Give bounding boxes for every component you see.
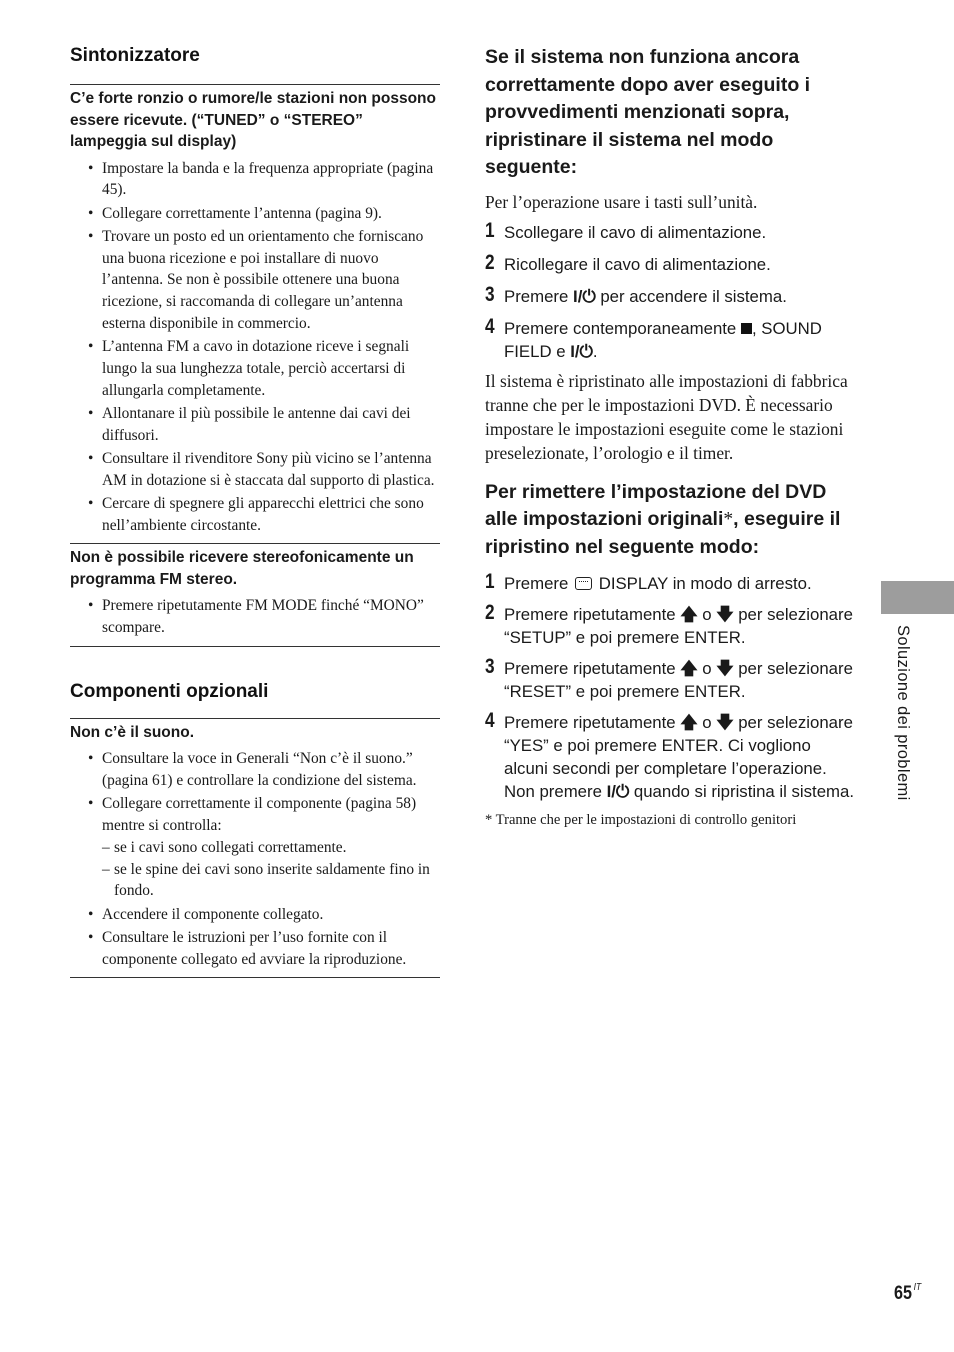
reset-step-4 xyxy=(485,314,855,363)
footnote: * Tranne che per le impostazioni di controllo genitori xyxy=(485,812,797,828)
step-text: Premere contemporaneamente xyxy=(504,318,737,338)
list-item: • Consultare il rivenditore Sony più vicino se l’antenna AM in dotazione si è staccata dal supporto di plastica. xyxy=(70,448,440,492)
title-text: Per rimettere l’impostazione del DVD alle impostazioni originali xyxy=(485,480,827,530)
power-icon: I/⏻ xyxy=(573,286,596,306)
section-tab-marker xyxy=(881,581,954,614)
dvd-step-1 xyxy=(485,572,855,595)
list-item: • Accendere il componente collegato. xyxy=(70,904,440,926)
dvd-step-2 xyxy=(485,603,855,649)
step-number: 4 xyxy=(485,709,495,732)
step-number: 1 xyxy=(485,218,495,242)
power-icon: I/⏻ xyxy=(606,782,630,801)
step-number: 2 xyxy=(485,250,495,274)
tuner-problem-heading-1: C’e forte ronzio o rumore/le stazioni non possono essere ricevute. (“TUNED” o “STEREO” lampeggia sul display) xyxy=(70,90,436,150)
reset-intro: Per l’operazione usare i tasti sull’unità. xyxy=(485,191,758,212)
tuner-section-title: Sintonizzatore xyxy=(70,45,200,66)
list-item: • Impostare la banda e la frequenza appropriate (pagina 45). xyxy=(70,158,440,202)
reset-step-2 xyxy=(485,250,855,276)
section-tab-label: Soluzione dei problemi xyxy=(894,625,912,801)
step-text: o xyxy=(702,605,712,624)
dvd-step-4 xyxy=(485,711,855,803)
tuner-problem-heading-2: Non è possibile ricevere stereofonicamente un programma FM stereo. xyxy=(70,549,414,588)
dvd-step-3 xyxy=(485,657,855,703)
list-item: • Trovare un posto ed un orientamento che forniscano una buona ricezione e poi installare di nuovo l’antenna. Se non è possibile ottenere una buona ricezione, si raccomanda di collegare un’antenna esterna disponibile in commercio. xyxy=(70,226,440,335)
step-text: per selezionare “RESET” e poi premere ENTER. xyxy=(504,659,853,701)
arrow-down-icon: 🡇 xyxy=(716,605,734,624)
power-icon: I/⏻ xyxy=(570,341,593,361)
step-text: Premere xyxy=(504,286,569,306)
step-text: . xyxy=(592,341,598,361)
step-text: quando si ripristina il sistema. xyxy=(633,782,855,801)
page-number-value: 65 xyxy=(894,1283,912,1304)
footnote-marker: * xyxy=(723,509,734,530)
step-text: o xyxy=(702,713,712,732)
tuner-solution-list-1 xyxy=(70,158,440,538)
step-text: o xyxy=(702,659,712,678)
list-item: • Collegare correttamente il componente (pagina 58) mentre si controlla: xyxy=(70,793,440,837)
step-number: 1 xyxy=(485,570,495,593)
step-text: Premere ripetutamente xyxy=(504,659,676,678)
reset-step-3 xyxy=(485,282,855,308)
right-column xyxy=(485,44,855,830)
step-text: Premere ripetutamente xyxy=(504,605,676,624)
list-item: • Allontanare il più possibile le antenne dai cavi dei diffusori. xyxy=(70,403,440,447)
step-text: , SOUND FIELD e xyxy=(504,318,822,361)
step-text: Premere ripetutamente xyxy=(504,713,676,732)
optional-components-title: Componenti opzionali xyxy=(70,680,269,702)
optional-problem-heading: Non c’è il suono. xyxy=(70,723,195,741)
list-item: • L’antenna FM a cavo in dotazione riceve i segnali lungo la sua lunghezza totale, perciò accertarsi di allungarla completamente. xyxy=(70,336,440,401)
divider xyxy=(70,718,440,719)
arrow-up-icon: 🡅 xyxy=(680,659,698,678)
display-icon xyxy=(575,577,592,590)
step-text: per selezionare “YES” e poi premere ENTER. Ci vogliono alcuni secondi per completare l’operazione. Non premere xyxy=(504,713,853,801)
divider xyxy=(70,84,440,85)
list-item: • Collegare correttamente l’antenna (pagina 9). xyxy=(70,203,440,225)
list-item: • Cercare di spegnere gli apparecchi elettrici che sono nell’ambiente circostante. xyxy=(70,493,440,537)
list-item: • Consultare le istruzioni per l’uso fornite con il componente collegato ed avviare la riproduzione. xyxy=(70,927,440,971)
divider xyxy=(70,543,440,544)
reset-note: Il sistema è ripristinato alle impostazioni di fabbrica tranne che per le impostazioni DVD. È necessario impostare le impostazioni eseguite come le stazioni preselezionate, l’orologio e il timer. xyxy=(485,370,848,463)
dvd-reset-title xyxy=(485,479,855,562)
stop-icon xyxy=(741,323,752,334)
step-text: per selezionare “SETUP” e poi premere ENTER. xyxy=(504,605,853,647)
step-text: Premere xyxy=(504,574,569,593)
step-text: Ricollegare il cavo di alimentazione. xyxy=(504,254,771,274)
step-number: 2 xyxy=(485,601,495,624)
dash-item: – se le spine dei cavi sono inserite saldamente fino in fondo. xyxy=(70,859,440,903)
list-item: • Premere ripetutamente FM MODE finché “MONO” scompare. xyxy=(70,595,440,639)
list-item: • Consultare la voce in Generali “Non c’è il suono.” (pagina 61) e controllare la condizione del sistema. xyxy=(70,748,440,792)
arrow-down-icon: 🡇 xyxy=(716,713,734,732)
reset-section-title: Se il sistema non funziona ancora correttamente dopo aver eseguito i provvedimenti menzionati sopra, ripristinare il sistema nel modo seguente: xyxy=(485,46,811,178)
tuner-solution-list-2 xyxy=(70,595,440,639)
step-number: 3 xyxy=(485,655,495,678)
reset-step-1 xyxy=(485,218,855,244)
step-text: DISPLAY in modo di arresto. xyxy=(598,574,812,593)
arrow-up-icon: 🡅 xyxy=(680,713,698,732)
title-text: , eseguire il ripristino nel seguente modo: xyxy=(485,508,841,558)
dash-item: – se i cavi sono collegati correttamente. xyxy=(70,837,440,859)
step-text: Scollegare il cavo di alimentazione. xyxy=(504,222,767,242)
page-language-suffix: IT xyxy=(913,1282,922,1293)
step-number: 4 xyxy=(485,314,495,338)
left-column xyxy=(70,44,440,978)
arrow-down-icon: 🡇 xyxy=(716,659,734,678)
divider xyxy=(70,977,440,978)
step-text: per accendere il sistema. xyxy=(600,286,787,306)
arrow-up-icon: 🡅 xyxy=(680,605,698,624)
page-number xyxy=(894,1283,921,1305)
step-number: 3 xyxy=(485,282,495,306)
divider xyxy=(70,646,440,647)
optional-solution-list xyxy=(70,748,440,837)
optional-solution-list-cont xyxy=(70,904,440,971)
